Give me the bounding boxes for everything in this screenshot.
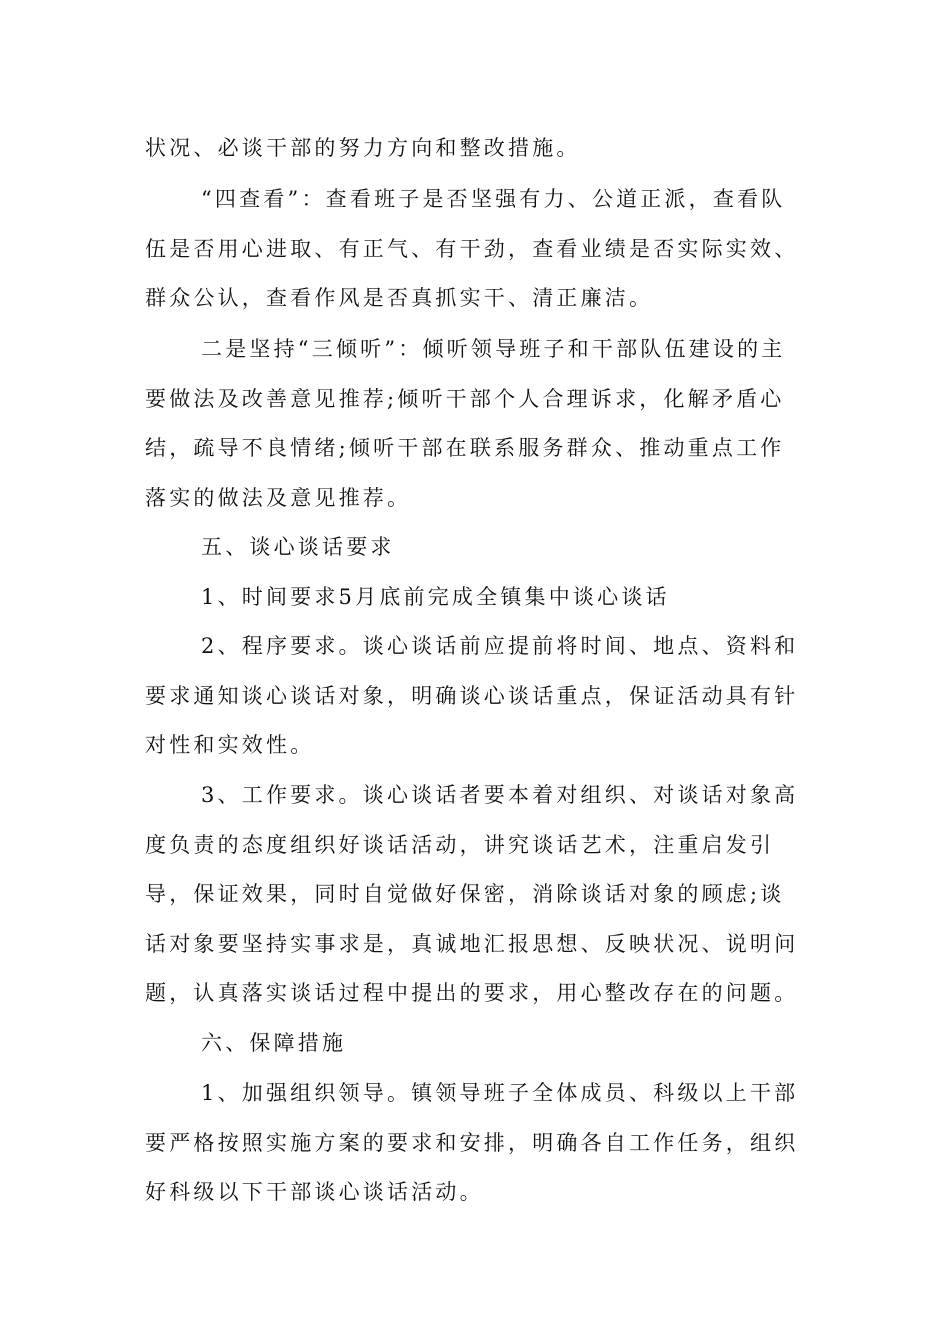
- paragraph-organizational-leadership: 1、加强组织领导。镇领导班子全体成员、科级以上干部要严格按照实施方案的要求和安排，明确各自工作任务，组织好科级以下干部谈心谈话活动。: [145, 1081, 799, 1204]
- heading-talk-requirements: 五、谈心谈话要求: [201, 535, 395, 559]
- paragraph-work-requirement: 3、工作要求。谈心谈话者要本着对组织、对谈话对象高度负责的态度组织好谈话活动，讲究谈话艺术，注重启发引导，保证效果，同时自觉做好保密，消除谈话对象的顾虑;谈话对象要坚持实事求是，真诚地汇报思想、反映状况、说明问题，认真落实谈话过程中提出的要求，用心整改存在的问题。: [145, 783, 799, 1005]
- heading-safeguard-measures: 六、保障措施: [201, 1031, 347, 1055]
- paragraph-procedure-requirement: 2、程序要求。谈心谈话前应提前将时间、地点、资料和要求通知谈心谈话对象，明确谈心谈话重点，保证活动具有针对性和实效性。: [145, 634, 799, 757]
- paragraph-three-listens: 二是坚持“三倾听”：倾听领导班子和干部队伍建设的主要做法及改善意见推荐;倾听干部个人合理诉求，化解矛盾心结，疏导不良情绪;倾听干部在联系服务群众、推动重点工作落实的做法及意见推荐。: [145, 337, 786, 510]
- paragraph-four-checks: “四查看”：查看班子是否坚强有力、公道正派，查看队伍是否用心进取、有正气、有干劲，查看业绩是否实际实效、群众公认，查看作风是否真抓实干、清正廉洁。: [145, 187, 799, 310]
- paragraph-time-requirement: 1、时间要求5月底前完成全镇集中谈心谈话: [201, 585, 670, 609]
- paragraph-continuation: 状况、必谈干部的努力方向和整改措施。: [145, 136, 581, 160]
